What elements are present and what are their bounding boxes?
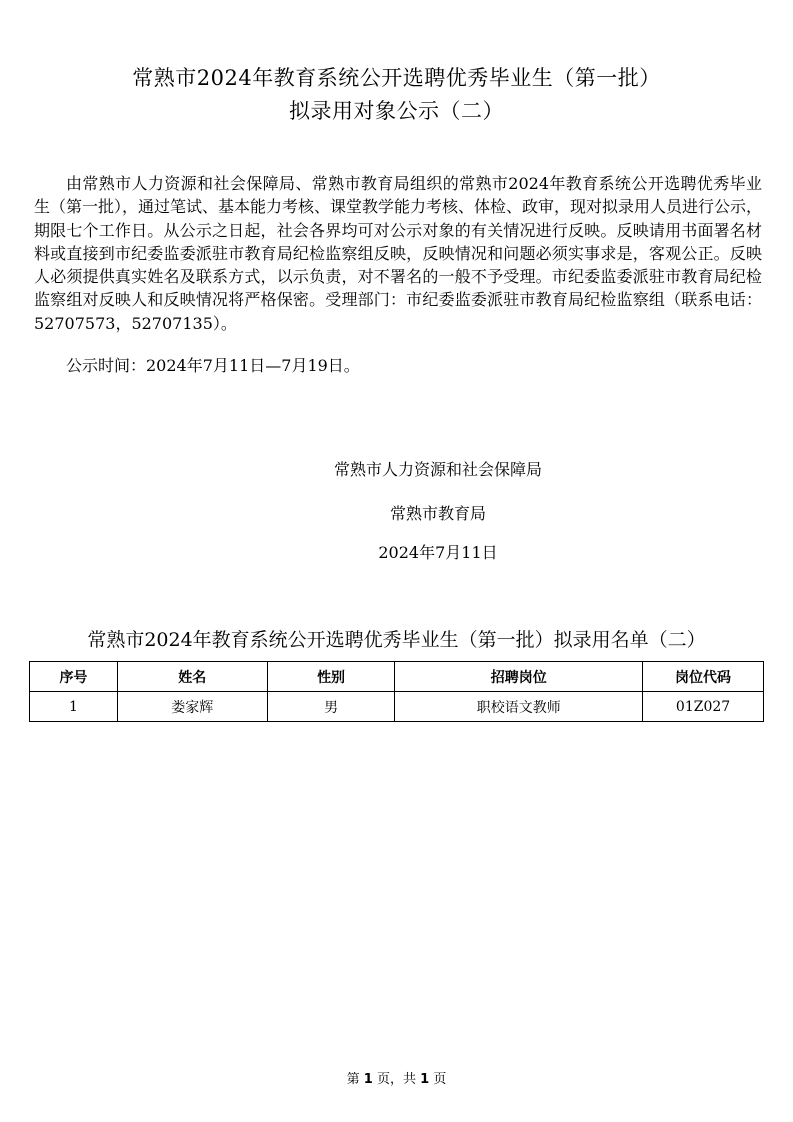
page-footer (0, 1071, 793, 1089)
table-row (30, 692, 764, 722)
cell-gender: 男 (267, 692, 395, 722)
column-header-position-code: 岗位代码 (643, 662, 764, 692)
footer-middle: 页，共 (376, 1072, 416, 1087)
list-title: 常熟市2024年教育系统公开选聘优秀毕业生（第一批）拟录用名单（二） (87, 629, 706, 651)
candidate-table (29, 661, 764, 722)
cell-position-code: 01Z027 (643, 692, 764, 722)
column-header-index: 序号 (30, 662, 118, 692)
cell-index: 1 (30, 692, 118, 722)
signature-date: 2024年7月11日 (378, 543, 498, 562)
document-title-line2: 拟录用对象公示（二） (289, 99, 504, 123)
footer-prefix: 第 (346, 1072, 360, 1087)
column-header-gender: 性别 (267, 662, 395, 692)
footer-page-total: 1 (420, 1072, 430, 1087)
cell-position: 职校语文教师 (395, 692, 643, 722)
document-title-line1: 常熟市2024年教育系统公开选聘优秀毕业生（第一批） (132, 66, 661, 90)
signature-org-hr: 常熟市人力资源和社会保障局 (333, 460, 542, 479)
column-header-position: 招聘岗位 (395, 662, 643, 692)
table-header-row (30, 662, 764, 692)
column-header-name: 姓名 (117, 662, 267, 692)
signature-org-education: 常熟市教育局 (389, 504, 486, 523)
announcement-period: 公示时间：2024年7月11日—7月19日。 (66, 356, 360, 375)
announcement-paragraph: 由常熟市人力资源和社会保障局、常熟市教育局组织的常熟市2024年教育系统公开选聘优秀毕业生（第一批），通过笔试、基本能力考核、课堂教学能力考核、体检、政审，现对拟录用人员进行公示，期限七个工作日。从公示之日起，社会各界均可对公示对象的有关情况进行反映。反映请用书面署名材料或直接到市纪委监委派驻市教育局纪检监察组反映，反映情况和问题必须实事求是，客观公正。反映人必须提供真实姓名及联系方式，以示负责，对不署名的一般不予受理。市纪委监委派驻市教育局纪检监察组对反映人和反映情况将严格保密。受理部门：市纪委监委派驻市教育局纪检监察组（联系电话：52707573，52707135）。 (34, 174, 763, 333)
footer-suffix: 页 (433, 1072, 447, 1087)
footer-page-number: 1 (363, 1072, 373, 1087)
cell-name: 娄家辉 (117, 692, 267, 722)
